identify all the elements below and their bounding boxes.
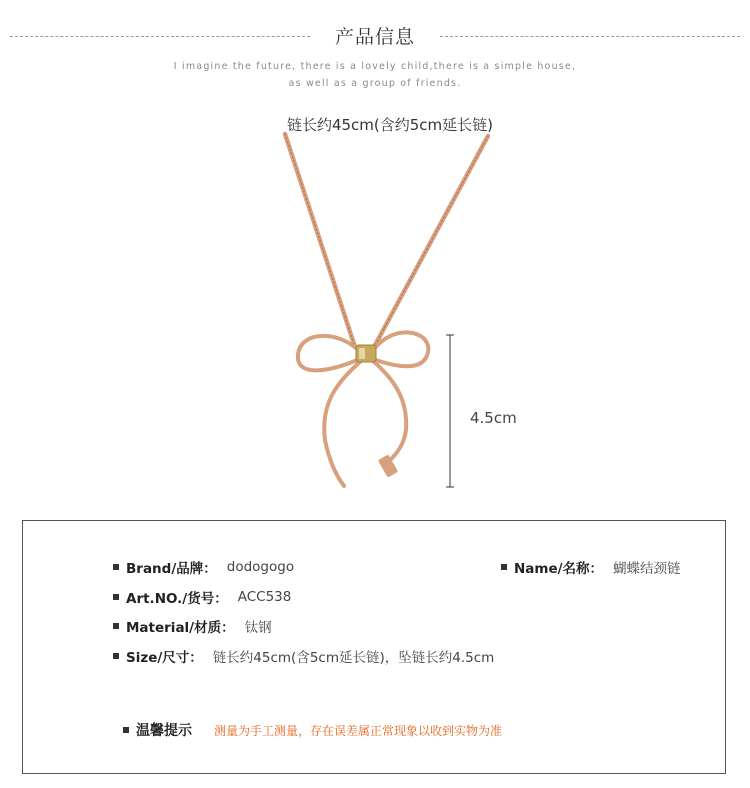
info-row-brand [113, 557, 294, 577]
chain-length-label: 链长约45cm(含约5cm延长链) [286, 116, 494, 134]
bow-tail-end-cap [378, 454, 398, 477]
bow-left-tail [324, 360, 362, 486]
info-row-name [501, 557, 681, 577]
bullet-icon [113, 623, 119, 629]
product-info-box [22, 520, 726, 774]
material-value: 钛钢 [244, 620, 272, 636]
brand-value: dodogogo [226, 559, 295, 575]
size-key: Size/尺寸： [126, 650, 203, 666]
brand-key: Brand/品牌： [126, 561, 217, 577]
bow-right-tail [372, 360, 406, 462]
section-title: 产品信息 [334, 26, 415, 48]
tagline-line-2: as well as a group of friends. [288, 78, 462, 89]
bullet-icon [501, 564, 507, 570]
art-no-key: Art.NO./货号： [126, 591, 228, 607]
art-no-value: ACC538 [237, 589, 292, 605]
tagline-line-1: I imagine the future, there is a lovely child,there is a simple house, [173, 61, 577, 72]
notice-title: 温馨提示 [136, 723, 192, 739]
name-value: 蝴蝶结颈链 [613, 561, 681, 577]
pendant-height-label: 4.5cm [470, 409, 517, 427]
notice-text: 测量为手工测量，存在误差属正常现象以收到实物为准 [214, 723, 503, 738]
bullet-icon [113, 594, 119, 600]
material-key: Material/材质： [126, 620, 235, 636]
info-row-art-no [113, 587, 291, 607]
bullet-icon [123, 727, 129, 733]
bullet-icon [113, 653, 119, 659]
notice-row [123, 720, 502, 740]
pendant-dimension-line [446, 335, 454, 487]
size-value: 链长约45cm(含5cm延长链)，坠链长约4.5cm [212, 650, 495, 666]
info-row-size [113, 646, 494, 666]
name-key: Name/名称： [514, 561, 604, 577]
necklace-chain [285, 134, 488, 347]
info-row-material [113, 616, 272, 636]
bullet-icon [113, 564, 119, 570]
